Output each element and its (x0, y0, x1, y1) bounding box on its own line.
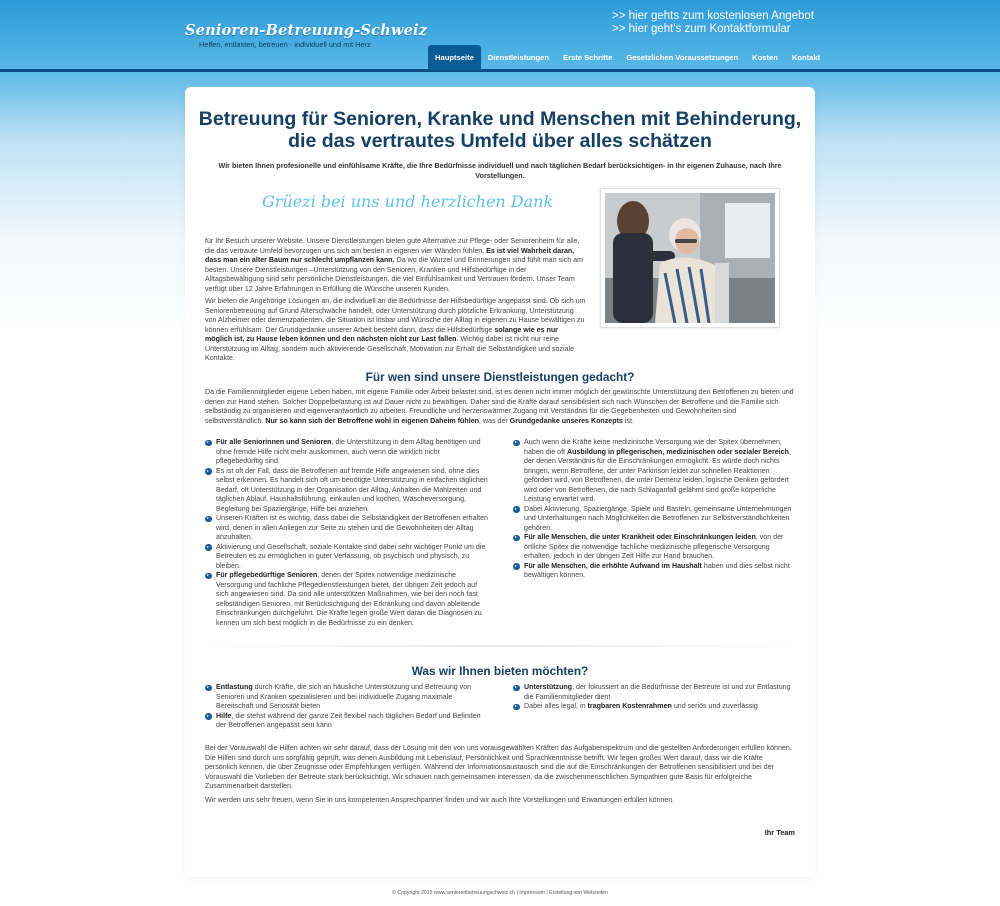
list-item-bold: Hilfe (216, 711, 232, 720)
circle-arrow-icon (513, 506, 520, 513)
free-offer-link[interactable]: >> hier gehts zum kostenlosen Angebot (612, 10, 815, 22)
logo[interactable] (185, 22, 427, 49)
web-design-link[interactable]: Erstellung von Webseiten (549, 890, 608, 896)
page-title-line-2: die das vertrautes Umfeld über alles schätzen (288, 130, 712, 152)
intro-paragraph-2-text: Wir bieten die Angehörige Lösungen an, die individuell an die Bedürfnisse der Hilfsbedürftige angepasst sind. Ob sich um Seniorenbetreuung auf Grund Alterschwäche handelt, oder Unterstützung durch plötzliche Erkrankung, Unterstützung von Alzheimer oder demenzpatienten, die Situation ist lösbar und Wünsche der Alltag in eigenen zu Hause bewältigen zu können erfühlsam. Der Grundgedanke unserer Arbeit besteht dann, dass die Hilfsbedürftige (205, 297, 586, 334)
circle-arrow-icon (205, 516, 212, 523)
page-title-line-1: Betreuung für Senioren, Kranke und Menschen mit Behinderung, (198, 108, 802, 130)
list-item-text: , die Unterstützung in dem Alltag benötigen und ohne fremde Hilfe nicht mehr auskommen, auch wenn die wirklich nicht pflegebedürftig sind. (216, 438, 481, 465)
footer-separator: | (546, 890, 548, 896)
section-target-intro-text: Da die Familienmitglieder eigene Leben haben, mit eigene Familie oder Arbeit belastet sind, ist es denen nicht immer möglich der gewünschte Unterstützung den Betroffenen zu bieten und denen zur Hand stehen. Solcher Doppelbelastung ist auf Dauer nicht zu bewältigen. Daher sind die Kräfte darauf sensibilisiert sich nach Wünschen der Betroffene und die Familie sich selbständig zu organisieren und eigenverantwortlich zu arbeiten. Freundliche und herzenswärmer Zugang mit Verständnis für die Gegebenheiten und Gewohnheiten sind selbstverständlich. (205, 388, 794, 425)
list-item (205, 683, 490, 712)
contact-form-link[interactable]: >> hier geht's zum Kontaktformular (612, 23, 791, 35)
list-item-text: Es ist oft der Fall, dass die Betroffenen auf fremde Hilfe angewiesen sind, ohne dies selbst erkennen. Es handelt sich oft um benötigte Unterstützung in einfachen täglichen Bedarf, oft Unterstützung in der Organisation der Alltag, Anhalten die Mahlzeiten und täglichen Ablauf, Haushaltsführung, einkaufen und kochen, Wäscheversorgung, Begleitung bei Spaziergänge, Hilfe bei anziehen. (216, 466, 488, 513)
offer-list-left (205, 683, 490, 731)
section-divider (205, 645, 795, 647)
list-item-text: haben und dies selbst nicht bewältigen können. (524, 561, 790, 579)
list-item (513, 438, 795, 505)
top-links (612, 10, 814, 36)
list-item (513, 562, 795, 581)
intro-paragraph-2 (205, 297, 587, 364)
list-item-text: Aktivierung und Gesellschaft, soziale Kontakte sind dabei sehr wichtiger Punkt um die Betreuten es zu ermöglichen in guter Verfassung, ob psychisch und physisch, zu bleiben. (216, 542, 486, 570)
section-target-intro-end: ist. (624, 416, 634, 425)
list-item (205, 543, 488, 572)
list-item (513, 533, 795, 562)
nav-erste-schritte[interactable]: Erste Schritte (563, 53, 613, 62)
intro-paragraph-1-emphasis: Es ist viel Wahrheit daran, dass man ein alter Baum nur schlecht umpflanzen kann. (205, 246, 575, 264)
circle-arrow-icon (513, 704, 520, 711)
nav-kontakt[interactable]: Kontakt (791, 53, 821, 62)
list-item-text: , der denen Verständnis für die Einschränkungen ermöglicht. Es würde doch nichts bringen, wenn Betroffene, der unter Parkinson leidet zur schnellen Reaktionen gefördert wird, von Betroffenen, die unter Demenz leiden, logische Denken gefördert wird oder von Betroffenen, die nach Schlaganfall gelähmt sind große körperliche Leistung erwartet wird. (524, 447, 791, 503)
section-target-intro (205, 388, 795, 426)
circle-arrow-icon (205, 440, 212, 447)
circle-arrow-icon (513, 563, 520, 570)
circle-arrow-icon (205, 468, 212, 475)
list-item-text: Dabei Aktivierung, Spaziergänge, Spiele und Basteln, gemeinsame Unternehmungen und Unterhaltungen nach Möglichkeiten die Betroffenen zur Selbstverständlichkeiten gehören. (524, 504, 792, 532)
list-item-text: , die stehst während der ganze Zeit flexibel nach täglichen Bedarf und Befinden der Betroffenen angepasst sein kann (216, 711, 481, 729)
target-list-right (513, 438, 795, 581)
intro-paragraph-2-emphasis: solange wie es nur möglich ist, zu Hause leben können und den nächsten nicht zur Last fallen (205, 325, 558, 343)
intro-paragraph-1-text: für Ihr Besuch unserer Website. Unsere Dienstleistungen bieten gute Alternative zur Pflege- oder Seniorenheim für alle, die das vertraute Umfeld bevorzugen uns sich am besten in eigenen vier Wänden fühlen. (205, 237, 580, 255)
circle-arrow-icon (205, 544, 212, 551)
intro-text: Wir bieten Ihnen profesionelle und einfühlsame Kräfte, die Ihre Bedürfnisse individuell und nach täglichen Bedarf berücksichtigen- in Ihr eigenen Zuhause, nach Ihre Vorstellungen. (218, 161, 782, 180)
circle-arrow-icon (513, 440, 520, 447)
section-target-heading: Für wen sind unsere Dienstleistungen gedacht? (365, 370, 635, 384)
logo-title: Senioren-Betreuung-Schweiz (185, 22, 428, 39)
section-target-intro-concept: Grundgedanke unseres Konzepts (509, 416, 623, 425)
section-target-intro-mid: , was der (478, 416, 508, 425)
list-item (513, 702, 795, 712)
list-item-bold: Für alle Menschen, die erhöhte Aufwand im Haushalt (524, 561, 702, 570)
circle-arrow-icon (205, 685, 212, 692)
nav-dienstleistungen[interactable]: Dienstleistungen (487, 53, 550, 62)
list-item (205, 467, 488, 515)
intro-paragraph-2-rest: . Wichtig dabei ist nicht nur reine Unterstützung im Alltag, sondern auch aktivierende Gesellschaft, Motivation zur Erhalt die Selbständigkeit und soziale Kontakte. (205, 335, 575, 362)
list-item-text: Unseren Kräften ist es wichtig, dass dabei die Selbständigkeit der Betroffenen erhalten wird, denen in allen Anliegen zur Seite zu stehen und die Gewohnheiten der Alltag anzuhalten. (216, 514, 488, 541)
list-item-text: Auch wenn die Kräfte keine medizinische Versorgung wie der Spitex übernehmen, haben die oft (524, 438, 782, 456)
list-item-text: , der fokussiert an die Bedürfnisse der Betreute ist und zur Entlastung die Familienmitglieder dient (524, 683, 791, 701)
copyright: © Copyright 2015 www.seniorenbetreuungschweiz.ch | (392, 890, 518, 896)
selection-paragraph: Bei der Vorauswahl die Hilfen achten wir sehr darauf, dass der Lösung mit den von uns vorausgewählten Kräften das Aufgabenspektrum und die gestellten Anforderungen erfüllen können. Die Hilfen sind durch uns sorgfältig geprüft, was denen Ausbildung mit Lebenslauf, Persönlichkeit und Sprachkenntnisse betrifft. Wir legen großes Wert darauf, dass wir die Kräfte persönlich kennen, die über Zeugnisse oder Empfehlungen verfügen. Während der Informationsaustausch sind die auf die Einschränkungen der Betroffenen sensibilisiert und bei der Vorauswahl die Vorlieben der Betreute stark berücksichtigt. Wir schauen nach gemeinsamen interessen, da die zwischenmenschlichen Sympathien gute Basis für erfolgreiche Zusammenarbeit darstellen. (205, 744, 792, 790)
list-item-text: und seriös und zuverlässig (671, 702, 758, 710)
circle-arrow-icon (513, 535, 520, 542)
section-offer-heading: Was wir Ihnen bieten möchten? (411, 664, 589, 678)
list-item-bold: Für alle Seniorinnen und Senioren (216, 438, 332, 446)
offer-list-right (513, 683, 795, 712)
impressum-link[interactable]: Impressum (519, 890, 545, 896)
list-item (205, 712, 490, 731)
nav-gesetzliche-voraussetzungen[interactable]: Gesetzlichen Voraussetzungen (626, 53, 739, 62)
footer (0, 890, 1000, 896)
caregiver-photo-image (605, 193, 775, 323)
nav-kosten[interactable]: Kosten (752, 53, 778, 62)
page-title (185, 108, 815, 152)
list-item-bold: Für pflegebedürftige Senioren (216, 571, 318, 579)
list-item-text: durch Kräfte, die sich an häusliche Unterstützung und Betreuung von Senioren und Kranken spezialisieren und bei individuelle Zugang maximale Bereitschaft und Seriosität bieten (216, 683, 472, 710)
list-item-text: Dabei alles legal, in (524, 702, 588, 710)
logo-tagline: Helfen, entlasten, betreuen - individuell und mit Herz (199, 40, 371, 49)
list-item-bold: Entlastung (216, 683, 253, 691)
list-item (205, 438, 488, 467)
list-item (513, 505, 795, 534)
closing-paragraph: Wir werden uns sehr freuen, wenn Sie in uns kompetenten Ansprechpartner finden und wir auch Ihre Vorstellungen und Erwartungen erfüllen können. (205, 796, 675, 804)
section-target-intro-emphasis: Nur so kann sich der Betroffene wohl in eigenen Daheim fühlen (265, 416, 479, 425)
list-item-text: , von der örtliche Spitex die notwendige fachliche medizinische pflegerische Versorgung erhalten, jedoch in der übrigen Zeit Hilfe zur Hand brauchen. (524, 533, 784, 560)
signature: Ihr Team (764, 828, 795, 837)
list-item (513, 683, 795, 702)
circle-arrow-icon (205, 713, 212, 720)
list-item-text: , denen der Spitex notwendige medizinische Versorgung und fachliche Pflegedienstleistungen bietet, der übrigen Zeit jedoch auf sich angewiesen sind. Da sind alle unterstützen Maßnahmen, wie bei den noch fast selbständigen Senioren, mit Berücksichtigung der Erkrankung und davon ableitende Einschränkungen durchgeführt. Die Kräfte legen große Wert daran die Diagnosen zu kennen um sich best möglich in die Bedürfnisse zu ein denken. (216, 571, 482, 627)
list-item (205, 571, 488, 628)
list-item-bold: Unterstützung (524, 683, 573, 691)
list-item (205, 514, 488, 543)
list-item-bold: tragbaren Kostenrahmen (587, 702, 672, 710)
caregiver-photo (600, 188, 780, 328)
target-list-left (205, 438, 488, 628)
welcome-heading: Grüezi bei uns und herzlichen Dank (262, 192, 554, 211)
circle-arrow-icon (513, 685, 520, 692)
list-item-bold: Ausbildung in pflegerischen, medizinischen oder sozialer Bereich (567, 447, 789, 456)
list-item-bold: Für alle Menschen, die unter Krankheit oder Einschränkungen leiden (524, 533, 756, 541)
header (0, 0, 1000, 72)
main-nav (428, 45, 827, 70)
intro-paragraph-1 (205, 237, 587, 294)
nav-hauptseite[interactable]: Hauptseite (428, 45, 481, 70)
intro-paragraph-1-rest: Da wo die Wurzel und Erinnerungen sind fühlt man sich am besten. Unsere Dienstleistungen –Unterstützung von den Senioren, Kranken und Hilfsbedürftige in der Alltagsbewältigung sind sehr persönliche Dienstleistungen, die viel Einfühlsamkeit und Vertrauen fördern. Unser Team verfügt über 12 Jahre Erfahrungen in Erfüllung die Wünsche unseren Kunden. (205, 256, 583, 293)
circle-arrow-icon (205, 573, 212, 580)
